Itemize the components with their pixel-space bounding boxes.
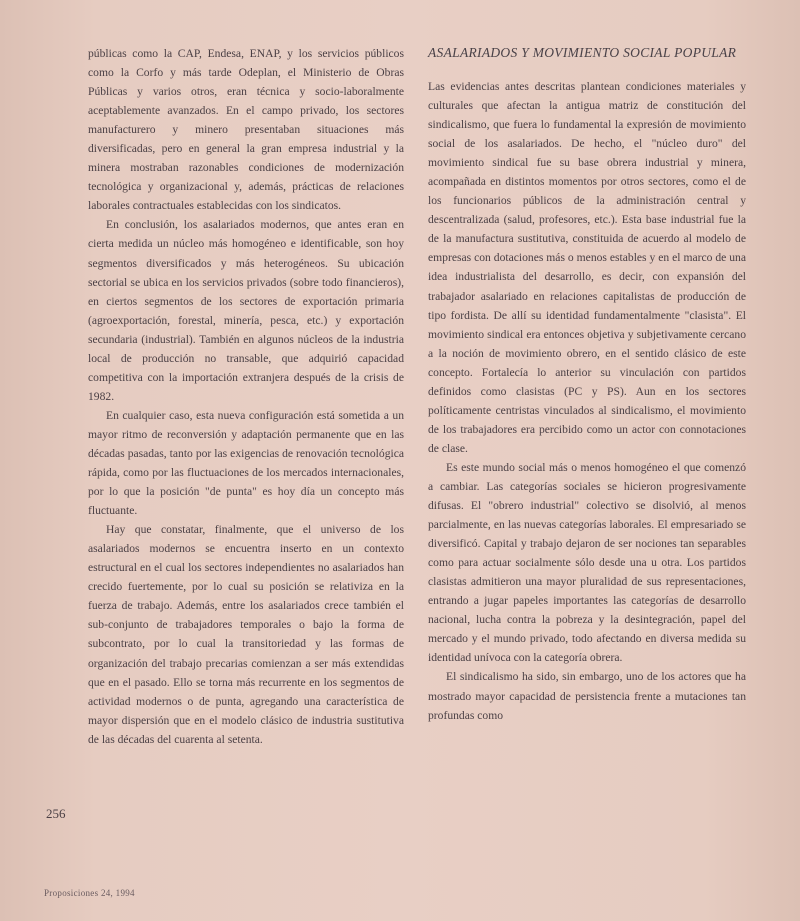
section-heading: ASALARIADOS Y MOVIMIENTO SOCIAL POPULAR [428,45,737,60]
paragraph: Hay que constatar, finalmente, que el universo de los asalariados modernos se encuentra inserto en un contexto estructural en el cual los sectores independientes no asalariados han crecido fuertemente, por lo cual su posición se relativiza en la fuerza de trabajo. Además, entre los asalariados crece también el sub-conjunto de trabajadores temporales o bajo la forma de subcontrato, por lo cual la transitoriedad y las formas de organización del trabajo precarias comienzan a ser más extendidas que en el pasado. Ello se torna más recurrente en los segmentos de actividad modernos o de punta, agregando una característica de mayor dispersión que en el modelo clásico de industria sustitutiva de las décadas del cuarenta al setenta. [88,523,404,746]
paragraph: Las evidencias antes descritas plantean condiciones materiales y culturales que afectan la antigua matriz de constitución del sindicalismo, que fuera lo fundamental la expresión de movimiento social de los asalariados. De hecho, el "núcleo duro" del movimiento sindical fue su base obrera industrial y minera, acompañada en distintos momentos por otros sectores, como el de los funcionarios públicos de la administración central y descentralizada (salud, profesores, etc.). Esta base industrial fue la de la manufactura sustitutiva, constituida de acuerdo al modelo de empresas con dotaciones más o menos estables y en el marco de una idea industrialista del desarrollo, es decir, con expansión del trabajador asalariado en relaciones capitalistas de producción de tipo fordista. De allí su identidad fundamentalmente "clasista". El movimiento sindical era entonces objetiva y subjetivamente cercano a la noción de movimiento obrero, en el sentido clásico de este concepto. Fortalecía lo anterior su vinculación con partidos definidos como clasistas (PC y PS). Aun en los sectores políticamente centristas vinculados al sindicalismo, el movimiento de los trabajadores era percibido como un actor con connotaciones de clase. [428,80,746,455]
paragraph: En conclusión, los asalariados modernos, que antes eran en cierta medida un núcleo más homogéneo e identificable, son hoy segmentos diversificados y más heterogéneos. Su ubicación sectorial se ubica en los servicios privados (sobre todo financieros), en ciertos segmentos de los sectores de exportación primaria (agroexportación, forestal, minería, pesca, etc.) y exportación secundaria (industrial). También en algunos núcleos de la industria local de producción no transable, que adquirió capacidad competitiva con la importación extranjera después de la crisis de 1982. [88,218,404,403]
paragraph: El sindicalismo ha sido, sin embargo, uno de los actores que ha mostrado mayor capacidad de persistencia frente a mutaciones tan profundas como [428,670,746,722]
right-column [428,44,746,725]
page-footer: Proposiciones 24, 1994 [44,888,135,898]
left-column [88,44,404,749]
paragraph: públicas como la CAP, Endesa, ENAP, y los servicios públicos como la Corfo y más tarde Odeplan, el Ministerio de Obras Públicas y varios otros, eran técnica y socio-laboralmente aceptablemente avanzados. En el campo privado, los sectores manufacturero y minero presentaban situaciones más diversificadas, pero en general la gran empresa industrial y la minera mostraban razonables condiciones de modernización tecnológica y organizacional y, además, prácticas de relaciones laborales contractuales establecidas con los sindicatos. [88,47,404,213]
paragraph: En cualquier caso, esta nueva configuración está sometida a un mayor ritmo de reconversión y adaptación permanente que en las décadas pasadas, tanto por las exigencias de renovación tecnológica rápida, como por las fluctuaciones de los mercados internacionales, por lo que la posición "de punta" es hoy día un concepto más fluctuante. [88,408,404,518]
paragraph: Es este mundo social más o menos homogéneo el que comenzó a cambiar. Las categorías sociales se hicieron progresivamente difusas. El "obrero industrial" colectivo se disolvió, al menos parcialmente, en las nuevas categorías laborales. El empresariado se diversificó. Capital y trabajo dejaron de ser nociones tan separables como para actuar socialmente sólo desde una u otra. Los partidos clasistas admitieron una mayor pluralidad de sus representaciones, entrando a jugar papeles importantes las categorías de desarrollo nacional, lucha contra la pobreza y la desintegración, papel del mercado y el mundo privado, todo afectando en diversa medida su identidad unívoca con la categoría obrera. [428,460,746,665]
page-number: 256 [46,806,66,821]
